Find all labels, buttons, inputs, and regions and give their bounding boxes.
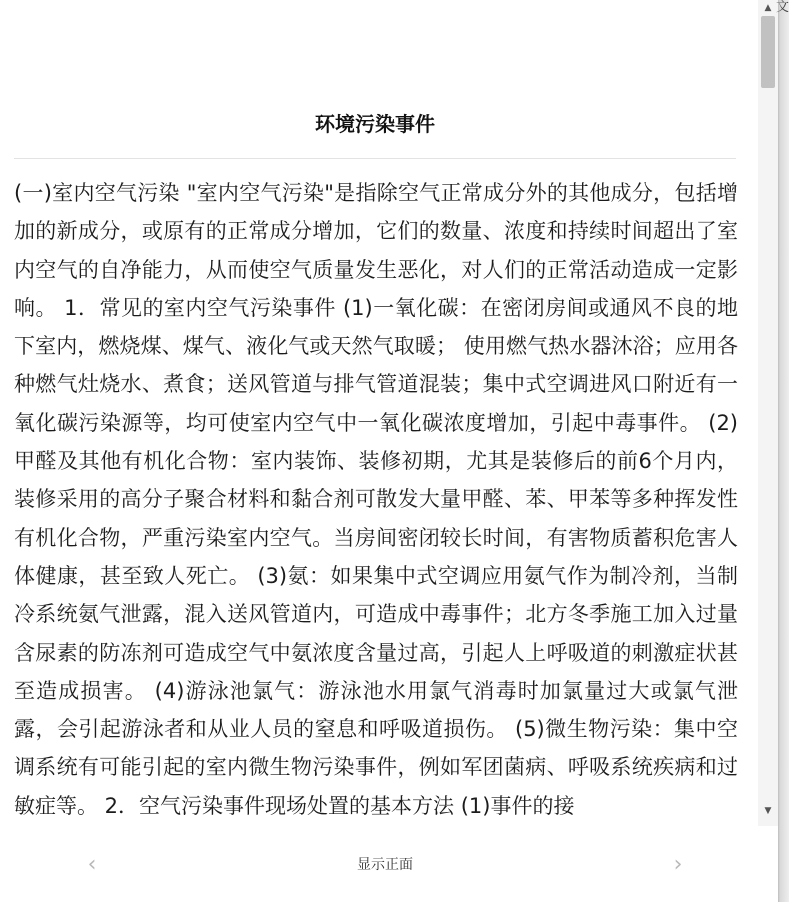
- scroll-down-icon[interactable]: ▼: [764, 806, 772, 816]
- next-card-button[interactable]: [663, 850, 693, 880]
- title-divider: [14, 158, 736, 159]
- card-content[interactable]: [14, 174, 738, 825]
- chevron-right-icon: ›: [673, 852, 683, 877]
- chevron-left-icon: ‹: [87, 852, 97, 877]
- card-footer: [0, 826, 778, 902]
- show-front-button[interactable]: 显示正面: [357, 857, 413, 873]
- background-corner-text: 文: [775, 0, 789, 15]
- scroll-up-icon[interactable]: ▲: [764, 3, 772, 13]
- content-scrollbar[interactable]: [758, 0, 778, 826]
- background-page-edge: [775, 0, 789, 902]
- scroll-thumb[interactable]: [761, 16, 775, 88]
- card-title: 环境污染事件: [315, 112, 435, 136]
- card-body-text: (一)室内空气污染 "室内空气污染"是指除空气正常成分外的其他成分，包括增加的新成分，或原有的正常成分增加，它们的数量、浓度和持续时间超出了室内空气的自净能力，从而使空气质量发生恶化，对人们的正常活动造成一定影响。 1．常见的室内空气污染事件 (1)一氧化碳：在密闭房间或通风不良的地下室内，燃烧煤、煤气、液化气或天然气取暖； 使用燃气热水器沐浴；应用各种燃气灶烧水、煮食；送风管道与排气管道混装；集中式空调进风口附近有一氧化碳污染源等，均可使室内空气中一氧化碳浓度增加，引起中毒事件。 (2)甲醛及其他有机化合物：室内装饰、装修初期，尤其是装修后的前6个月内，装修采用的高分子聚合材料和黏合剂可散发大量甲醛、苯、甲苯等多种挥发性有机化合物，严重污染室内空气。当房间密闭较长时间，有害物质蓄积危害人体健康，甚至致人死亡。 (3)氨：如果集中式空调应用氨气作为制冷剂，当制冷系统氨气泄露，混入送风管道内，可造成中毒事件；北方冬季施工加入过量含尿素的防冻剂可造成空气中氨浓度含量过高，引起人上呼吸道的刺激症状甚至造成损害。 (4)游泳池氯气：游泳池水用氯气消毒时加氯量过大或氯气泄露，会引起游泳者和从业人员的窒息和呼吸道损伤。 (5)微生物污染：集中空调系统有可能引起的室内微生物污染事件，例如军团菌病、呼吸系统疾病和过敏症等。 2．空气污染事件现场处置的基本方法 (1)事件的接: [14, 181, 738, 818]
- prev-card-button[interactable]: [77, 850, 107, 880]
